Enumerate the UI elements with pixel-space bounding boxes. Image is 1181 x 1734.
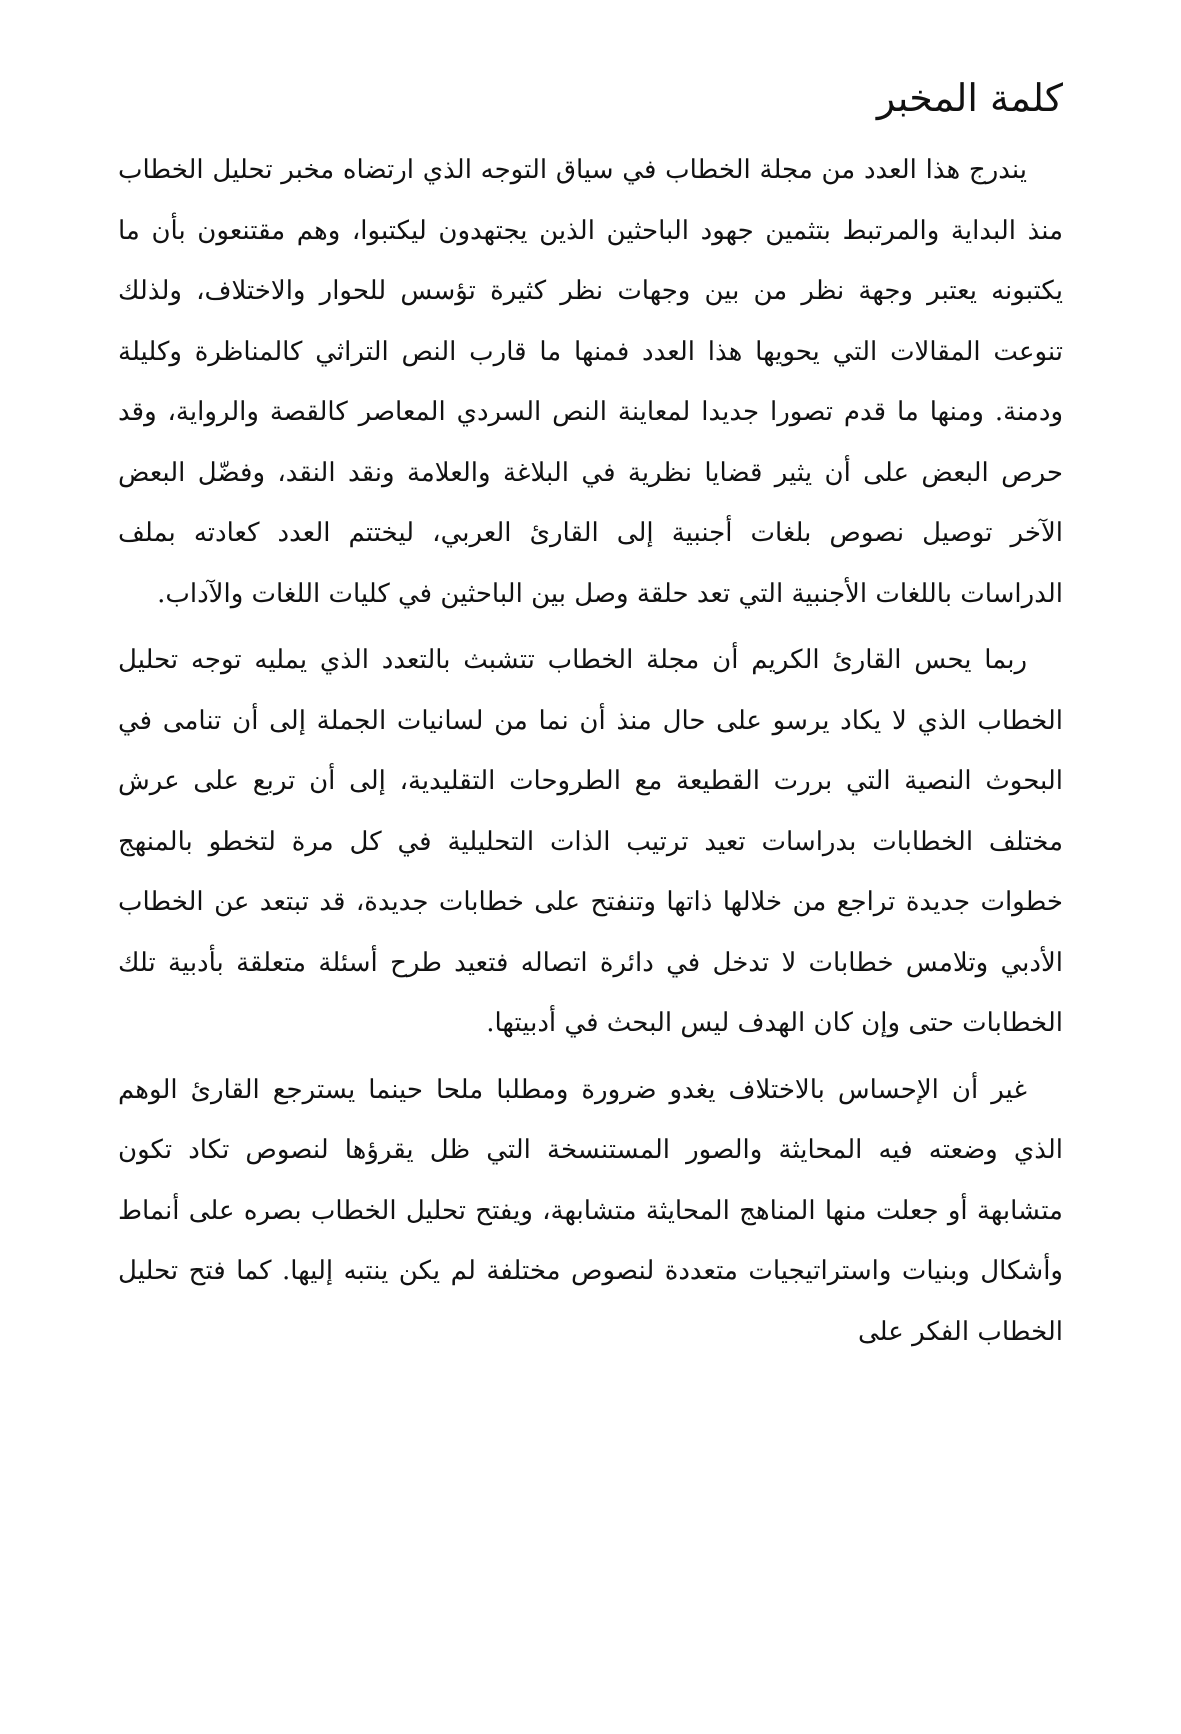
- article-body: [118, 70, 1063, 1368]
- paragraph-1: يندرج هذا العدد من مجلة الخطاب في سياق التوجه الذي ارتضاه مخبر تحليل الخطاب منذ البداية والمرتبط بتثمين جهود الباحثين الذين يجتهدون ليكتبوا، وهم مقتنعون بأن ما يكتبونه يعتبر وجهة نظر من بين وجهات نظر كثيرة تؤسس للحوار والاختلاف، ولذلك تنوعت المقالات التي يحويها هذا العدد فمنها ما قارب النص التراثي كالمناظرة وكليلة ودمنة. ومنها ما قدم تصورا جديدا لمعاينة النص السردي المعاصر كالقصة والرواية، وقد حرص البعض على أن يثير قضايا نظرية في البلاغة والعلامة ونقد النقد، وفضّل البعض الآخر توصيل نصوص بلغات أجنبية إلى القارئ العربي، ليختتم العدد كعادته بملف الدراسات باللغات الأجنبية التي تعد حلقة وصل بين الباحثين في كليات اللغات والآداب.: [118, 155, 1063, 609]
- paragraph-2: ربما يحس القارئ الكريم أن مجلة الخطاب تتشبث بالتعدد الذي يمليه توجه تحليل الخطاب الذي لا يكاد يرسو على حال منذ أن نما من لسانيات الجملة إلى أن تنامى في البحوث النصية التي بررت القطيعة مع الطروحات التقليدية، إلى أن تربع على عرش مختلف الخطابات بدراسات تعيد ترتيب الذات التحليلية في كل مرة لتخطو بالمنهج خطوات جديدة تراجع من خلالها ذاتها وتنفتح على خطابات جديدة، قد تبتعد عن الخطاب الأدبي وتلامس خطابات لا تدخل في دائرة اتصاله فتعيد طرح أسئلة متعلقة بأدبية تلك الخطابات حتى وإن كان الهدف ليس البحث في أدبيتها.: [118, 645, 1063, 1038]
- page-title: كلمة المخبر: [876, 76, 1063, 120]
- paragraph-3: غير أن الإحساس بالاختلاف يغدو ضرورة ومطلبا ملحا حينما يسترجع القارئ الوهم الذي وضعته فيه المحايثة والصور المستنسخة التي ظل يقرؤها لنصوص تكاد تكون متشابهة أو جعلت منها المناهج المحايثة متشابهة، ويفتح تحليل الخطاب بصره على أنماط وأشكال وبنيات واستراتيجيات متعددة لنصوص مختلفة لم يكن ينتبه إليها. كما فتح تحليل الخطاب الفكر على: [118, 1074, 1063, 1347]
